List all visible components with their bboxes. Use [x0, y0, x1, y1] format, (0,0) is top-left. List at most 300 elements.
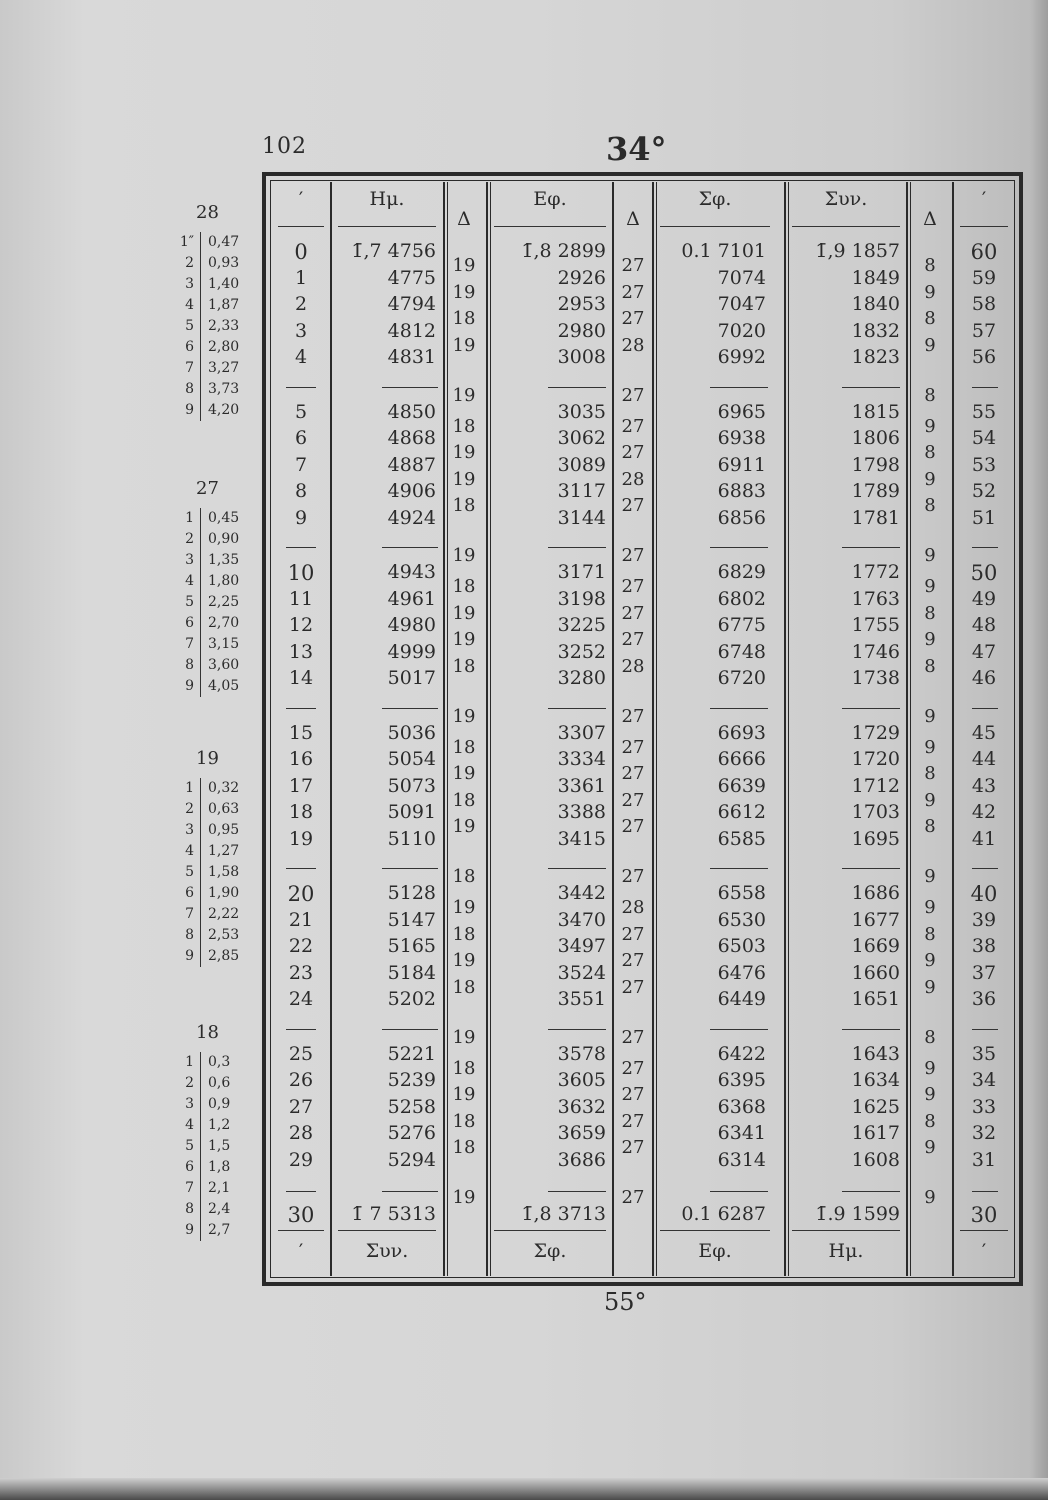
table-row-tangent: 3551 [557, 988, 606, 1010]
sine-difference: 18 [452, 789, 476, 811]
table-row-minute: 1 [294, 266, 308, 289]
proportional-table-key: 6 [185, 339, 194, 355]
footer-rule [338, 1230, 436, 1231]
table-row-tangent: 3361 [557, 774, 606, 797]
tangent-difference: 27 [621, 816, 645, 838]
table-row-tangent: 3198 [557, 587, 606, 610]
table-row-tangent: 3008 [557, 346, 606, 368]
proportional-table-key: 7 [185, 636, 194, 652]
table-row-sine: 4775 [387, 266, 436, 289]
proportional-table-rule [200, 1052, 201, 1241]
footer-rule [960, 1230, 1008, 1231]
table-row-minute-complement: 60 [970, 240, 998, 264]
proportional-table-value: 0,3 [208, 1054, 231, 1070]
table-row-cotangent: 6503 [717, 935, 766, 957]
degree-heading-top: 34° [606, 130, 667, 168]
table-row-minute-complement: 33 [971, 1095, 997, 1118]
proportional-table-title: 18 [196, 1022, 219, 1043]
sine-difference: 19 [452, 1084, 476, 1106]
proportional-table-key: 4 [185, 573, 194, 589]
table-row-sine: 4943 [387, 561, 436, 583]
table-row-minute: 13 [288, 640, 314, 663]
group-separator [548, 1191, 606, 1192]
table-row-minute-complement: 54 [971, 427, 997, 449]
sine-difference: 19 [452, 334, 476, 356]
tangent-difference: 27 [621, 442, 645, 464]
proportional-table-key: 8 [185, 1201, 194, 1217]
table-row-sine: 5294 [387, 1148, 436, 1171]
table-row-cotangent: 6775 [717, 614, 766, 636]
tangent-difference: 27 [621, 255, 645, 277]
table-row-sine: 1̄,7 4756 [351, 240, 436, 262]
table-row-minute: 30 [287, 1203, 315, 1227]
table-row-minute-complement: 50 [970, 561, 998, 585]
table-row-sine: 4812 [387, 319, 436, 342]
group-separator [382, 868, 438, 869]
cosine-difference: 8 [924, 1026, 936, 1048]
proportional-table-value: 2,7 [208, 1222, 231, 1238]
table-row-sine: 4868 [387, 427, 436, 449]
table-row-cosine: 1755 [851, 614, 900, 636]
table-row-cosine: 1738 [851, 667, 900, 689]
group-separator [286, 547, 316, 548]
table-row-cotangent: 6395 [717, 1069, 766, 1091]
table-row-minute-complement: 59 [971, 266, 997, 289]
column-header-syn: Συν. [824, 188, 868, 210]
sine-difference: 19 [452, 950, 476, 972]
cosine-difference: 9 [924, 629, 936, 651]
table-row-cotangent: 7047 [717, 293, 766, 315]
group-separator [842, 1191, 900, 1192]
table-row-cosine: 1686 [851, 882, 900, 904]
proportional-table-value: 0,63 [208, 801, 240, 817]
table-row-cotangent: 6476 [717, 961, 766, 984]
table-row-tangent: 3089 [557, 453, 606, 476]
table-row-sine: 5128 [387, 882, 436, 904]
table-row-cotangent: 6314 [717, 1148, 766, 1171]
proportional-table-key: 8 [185, 381, 194, 397]
table-row-minute: 11 [288, 587, 314, 610]
sine-difference: 19 [452, 897, 476, 919]
table-row-sine: 5036 [387, 721, 436, 744]
group-separator [286, 387, 316, 388]
cosine-difference: 9 [924, 576, 936, 598]
proportional-table-value: 0,47 [208, 234, 240, 250]
table-row-minute-complement: 36 [971, 988, 997, 1010]
table-row-cosine: 1840 [851, 293, 900, 315]
table-row-cotangent: 6965 [717, 400, 766, 423]
column-footer-sf: Σφ. [533, 1240, 567, 1262]
page-bottom-shadow [0, 1478, 1048, 1500]
table-row-sine: 5165 [387, 935, 436, 957]
tangent-difference: 27 [621, 495, 645, 517]
tangent-difference: 27 [621, 705, 645, 727]
column-header-d2: Δ [626, 208, 640, 230]
table-row-cotangent: 6992 [717, 346, 766, 368]
group-separator [842, 547, 900, 548]
proportional-table-key: 2 [185, 1075, 194, 1091]
table-row-sine: 1̄ 7 5313 [351, 1203, 436, 1225]
column-footer-min_r: ′ [981, 1240, 987, 1262]
column-footer-hm: Ημ. [828, 1240, 864, 1262]
table-row-tangent: 3388 [557, 801, 606, 823]
table-row-cotangent: 6341 [717, 1122, 766, 1144]
table-row-minute: 17 [288, 774, 314, 797]
table-row-cotangent: 0.1 7101 [681, 240, 766, 262]
tangent-difference: 27 [621, 308, 645, 330]
proportional-table-value: 1,87 [208, 297, 240, 313]
sine-difference: 18 [452, 308, 476, 330]
table-row-minute: 14 [288, 667, 314, 689]
table-row-sine: 4906 [387, 480, 436, 502]
table-row-cosine: 1643 [851, 1042, 900, 1065]
proportional-table-value: 1,80 [208, 573, 240, 589]
table-row-minute: 10 [287, 561, 315, 585]
table-row-sine: 5110 [387, 827, 436, 850]
cosine-difference: 8 [924, 655, 936, 677]
group-separator [842, 387, 900, 388]
proportional-table-key: 1″ [179, 234, 194, 250]
table-row-cosine: 1815 [851, 400, 900, 423]
sine-difference: 18 [452, 495, 476, 517]
cosine-difference: 8 [924, 495, 936, 517]
proportional-table-key: 7 [185, 1180, 194, 1196]
proportional-table-key: 5 [185, 318, 194, 334]
table-row-cotangent: 6449 [717, 988, 766, 1010]
table-row-sine: 5221 [387, 1042, 436, 1065]
column-footer-syn: Συν. [365, 1240, 409, 1262]
table-row-tangent: 3415 [557, 827, 606, 850]
cosine-difference: 8 [924, 763, 936, 785]
table-row-tangent: 3035 [557, 400, 606, 423]
proportional-table-value: 2,25 [208, 594, 240, 610]
proportional-table-value: 1,40 [208, 276, 240, 292]
table-row-minute-complement: 45 [971, 721, 997, 744]
proportional-table-value: 2,4 [208, 1201, 231, 1217]
sine-difference: 19 [452, 816, 476, 838]
table-row-minute-complement: 47 [971, 640, 997, 663]
sine-difference: 18 [452, 1110, 476, 1132]
table-row-minute: 22 [288, 935, 314, 957]
group-separator [842, 868, 900, 869]
group-separator [382, 1191, 438, 1192]
proportional-table-value: 0,95 [208, 822, 240, 838]
proportional-table-value: 4,20 [208, 402, 240, 418]
table-row-minute-complement: 56 [971, 346, 997, 368]
column-header-d3: Δ [923, 208, 937, 230]
table-row-tangent: 3524 [557, 961, 606, 984]
table-row-cosine: 1763 [851, 587, 900, 610]
header-rule [494, 226, 606, 227]
proportional-table-value: 2,80 [208, 339, 240, 355]
header-rule [960, 226, 1008, 227]
cosine-difference: 8 [924, 255, 936, 277]
table-row-cotangent: 6938 [717, 427, 766, 449]
proportional-table-key: 7 [185, 360, 194, 376]
proportional-table-value: 1,90 [208, 885, 240, 901]
table-row-cotangent: 6802 [717, 587, 766, 610]
group-separator [382, 387, 438, 388]
table-row-cotangent: 6530 [717, 908, 766, 931]
sine-difference: 19 [452, 281, 476, 303]
table-row-cotangent: 6612 [717, 801, 766, 823]
sine-difference: 19 [452, 255, 476, 277]
table-row-minute: 24 [288, 988, 314, 1010]
table-row-sine: 4924 [387, 506, 436, 529]
proportional-table-value: 2,70 [208, 615, 240, 631]
table-row-tangent: 3659 [557, 1122, 606, 1144]
proportional-table-key: 8 [185, 927, 194, 943]
table-row-minute: 28 [288, 1122, 314, 1144]
table-row-cotangent: 7020 [717, 319, 766, 342]
table-row-minute: 0 [294, 240, 308, 264]
proportional-table-key: 9 [185, 948, 194, 964]
group-separator [710, 708, 768, 709]
sine-difference: 18 [452, 866, 476, 887]
proportional-table-value: 2,22 [208, 906, 240, 922]
degree-heading-bottom: 55° [604, 1288, 647, 1316]
header-rule [792, 226, 900, 227]
table-row-tangent: 3307 [557, 721, 606, 744]
table-row-cotangent: 6666 [717, 748, 766, 770]
proportional-table-key: 3 [185, 276, 194, 292]
header-rule [278, 226, 324, 227]
table-row-tangent: 3280 [557, 667, 606, 689]
footer-rule [660, 1230, 770, 1231]
group-separator [972, 868, 998, 869]
proportional-table-rule [200, 778, 201, 967]
cosine-difference: 9 [924, 415, 936, 437]
proportional-table-value: 0,90 [208, 531, 240, 547]
page-number: 102 [262, 134, 307, 159]
table-row-minute: 27 [288, 1095, 314, 1118]
proportional-table-value: 3,73 [208, 381, 240, 397]
table-row-sine: 5258 [387, 1095, 436, 1118]
table-row-cosine: 1798 [851, 453, 900, 476]
proportional-table-key: 9 [185, 678, 194, 694]
table-row-tangent: 1̄,8 2899 [521, 240, 606, 262]
tangent-difference: 27 [621, 950, 645, 972]
table-row-tangent: 2953 [557, 293, 606, 315]
table-row-minute: 6 [294, 427, 308, 449]
table-row-cosine: 1729 [851, 721, 900, 744]
proportional-table-key: 5 [185, 1138, 194, 1154]
column-header-min: ′ [298, 188, 304, 210]
table-row-minute: 8 [294, 480, 308, 502]
table-row-minute: 20 [287, 882, 315, 906]
cosine-difference: 8 [924, 1110, 936, 1132]
proportional-table-key: 3 [185, 1096, 194, 1112]
cosine-difference: 9 [924, 736, 936, 758]
table-row-minute: 5 [294, 400, 308, 423]
group-separator [286, 708, 316, 709]
cosine-difference: 9 [924, 705, 936, 727]
table-row-cosine: 1849 [851, 266, 900, 289]
table-row-cotangent: 6748 [717, 640, 766, 663]
proportional-table-key: 6 [185, 885, 194, 901]
proportional-table-key: 3 [185, 552, 194, 568]
proportional-table-key: 9 [185, 1222, 194, 1238]
proportional-table-key: 3 [185, 822, 194, 838]
proportional-table-title: 19 [196, 748, 219, 769]
cosine-difference: 8 [924, 442, 936, 464]
group-separator [842, 1029, 900, 1030]
table-row-minute-complement: 35 [971, 1042, 997, 1065]
table-row-cotangent: 6856 [717, 506, 766, 529]
table-row-cotangent: 6693 [717, 721, 766, 744]
table-row-tangent: 3171 [557, 561, 606, 583]
sine-difference: 19 [452, 705, 476, 727]
table-row-sine: 5239 [387, 1069, 436, 1091]
table-row-minute-complement: 57 [971, 319, 997, 342]
table-row-sine: 5276 [387, 1122, 436, 1144]
tangent-difference: 27 [621, 384, 645, 406]
table-row-minute: 29 [288, 1148, 314, 1171]
table-row-minute: 15 [288, 721, 314, 744]
table-row-cosine: 1703 [851, 801, 900, 823]
column-header-d1: Δ [457, 208, 471, 230]
group-separator [548, 547, 606, 548]
proportional-table-value: 1,2 [208, 1117, 231, 1133]
table-row-cosine: 1746 [851, 640, 900, 663]
tangent-difference: 28 [621, 655, 645, 677]
table-row-cosine: 1772 [851, 561, 900, 583]
proportional-table-key: 7 [185, 906, 194, 922]
cosine-difference: 8 [924, 384, 936, 406]
sine-difference: 19 [452, 442, 476, 464]
group-separator [972, 1029, 998, 1030]
table-row-minute: 9 [294, 506, 308, 529]
table-row-minute-complement: 53 [971, 453, 997, 476]
table-row-tangent: 2980 [557, 319, 606, 342]
column-footer-ef: Εφ. [698, 1240, 732, 1262]
group-separator [286, 868, 316, 869]
table-row-cotangent: 6829 [717, 561, 766, 583]
proportional-table-value: 4,05 [208, 678, 240, 694]
proportional-table-value: 1,35 [208, 552, 240, 568]
table-row-cosine: 1651 [851, 988, 900, 1010]
table-row-cosine: 1823 [851, 346, 900, 368]
sine-difference: 18 [452, 736, 476, 758]
group-separator [286, 1191, 316, 1192]
proportional-table-value: 0,32 [208, 780, 240, 796]
group-separator [842, 708, 900, 709]
proportional-table-key: 5 [185, 594, 194, 610]
table-row-minute-complement: 58 [971, 293, 997, 315]
sine-difference: 19 [452, 629, 476, 651]
tangent-difference: 28 [621, 468, 645, 490]
cosine-difference: 8 [924, 923, 936, 945]
group-separator [972, 1191, 998, 1192]
cosine-difference: 8 [924, 308, 936, 330]
sine-difference: 18 [452, 655, 476, 677]
cosine-difference: 9 [924, 976, 936, 998]
proportional-table-key: 4 [185, 1117, 194, 1133]
page-edge-shadow [1030, 0, 1048, 1500]
tangent-difference: 27 [621, 545, 645, 566]
table-row-minute-complement: 43 [971, 774, 997, 797]
table-row-minute-complement: 42 [971, 801, 997, 823]
table-row-tangent: 3632 [557, 1095, 606, 1118]
table-row-sine: 5073 [387, 774, 436, 797]
tangent-difference: 27 [621, 866, 645, 887]
table-row-minute-complement: 55 [971, 400, 997, 423]
cosine-difference: 9 [924, 468, 936, 490]
table-row-cosine: 1712 [851, 774, 900, 797]
proportional-table-key: 4 [185, 297, 194, 313]
table-row-tangent: 3062 [557, 427, 606, 449]
group-separator [972, 547, 998, 548]
table-row-cosine: 1695 [851, 827, 900, 850]
sine-difference: 18 [452, 415, 476, 437]
proportional-table-value: 0,9 [208, 1096, 231, 1112]
table-row-cosine: 1677 [851, 908, 900, 931]
table-row-tangent: 3442 [557, 882, 606, 904]
footer-rule [494, 1230, 606, 1231]
group-separator [382, 708, 438, 709]
cosine-difference: 9 [924, 1187, 936, 1208]
table-row-minute: 21 [288, 908, 314, 931]
table-row-sine: 4794 [387, 293, 436, 315]
proportional-table-value: 0,6 [208, 1075, 231, 1091]
group-separator [548, 868, 606, 869]
group-separator [972, 387, 998, 388]
proportional-table-value: 1,27 [208, 843, 240, 859]
proportional-table-key: 6 [185, 1159, 194, 1175]
group-separator [382, 547, 438, 548]
table-row-cosine: 1789 [851, 480, 900, 502]
proportional-table-key: 2 [185, 531, 194, 547]
table-row-minute: 23 [288, 961, 314, 984]
table-row-sine: 5184 [387, 961, 436, 984]
proportional-table-rule [200, 232, 201, 421]
table-row-cotangent: 7074 [717, 266, 766, 289]
cosine-difference: 9 [924, 1057, 936, 1079]
table-row-cosine: 1781 [851, 506, 900, 529]
tangent-difference: 27 [621, 789, 645, 811]
cosine-difference: 9 [924, 334, 936, 356]
table-row-sine: 5091 [387, 801, 436, 823]
tangent-difference: 27 [621, 976, 645, 998]
table-row-minute-complement: 32 [971, 1122, 997, 1144]
proportional-table-title: 27 [196, 478, 219, 499]
tangent-difference: 27 [621, 763, 645, 785]
table-row-minute: 19 [288, 827, 314, 850]
table-row-sine: 4999 [387, 640, 436, 663]
table-row-minute-complement: 39 [971, 908, 997, 931]
sine-difference: 18 [452, 1137, 476, 1159]
table-row-sine: 5054 [387, 748, 436, 770]
table-row-minute-complement: 30 [970, 1203, 998, 1227]
table-row-cosine: 1832 [851, 319, 900, 342]
table-row-sine: 5202 [387, 988, 436, 1010]
table-row-minute-complement: 49 [971, 587, 997, 610]
sine-difference: 18 [452, 576, 476, 598]
table-row-cotangent: 6639 [717, 774, 766, 797]
footer-rule [278, 1230, 324, 1231]
column-header-hm: Ημ. [369, 188, 405, 210]
sine-difference: 18 [452, 1057, 476, 1079]
table-row-sine: 5147 [387, 908, 436, 931]
tangent-difference: 27 [621, 1057, 645, 1079]
proportional-table-key: 2 [185, 801, 194, 817]
table-row-sine: 5017 [387, 667, 436, 689]
proportional-table-value: 3,15 [208, 636, 240, 652]
group-separator [548, 1029, 606, 1030]
table-row-tangent: 1̄,8 3713 [521, 1203, 606, 1225]
table-row-minute: 2 [294, 293, 308, 315]
table-row-minute: 26 [288, 1069, 314, 1091]
